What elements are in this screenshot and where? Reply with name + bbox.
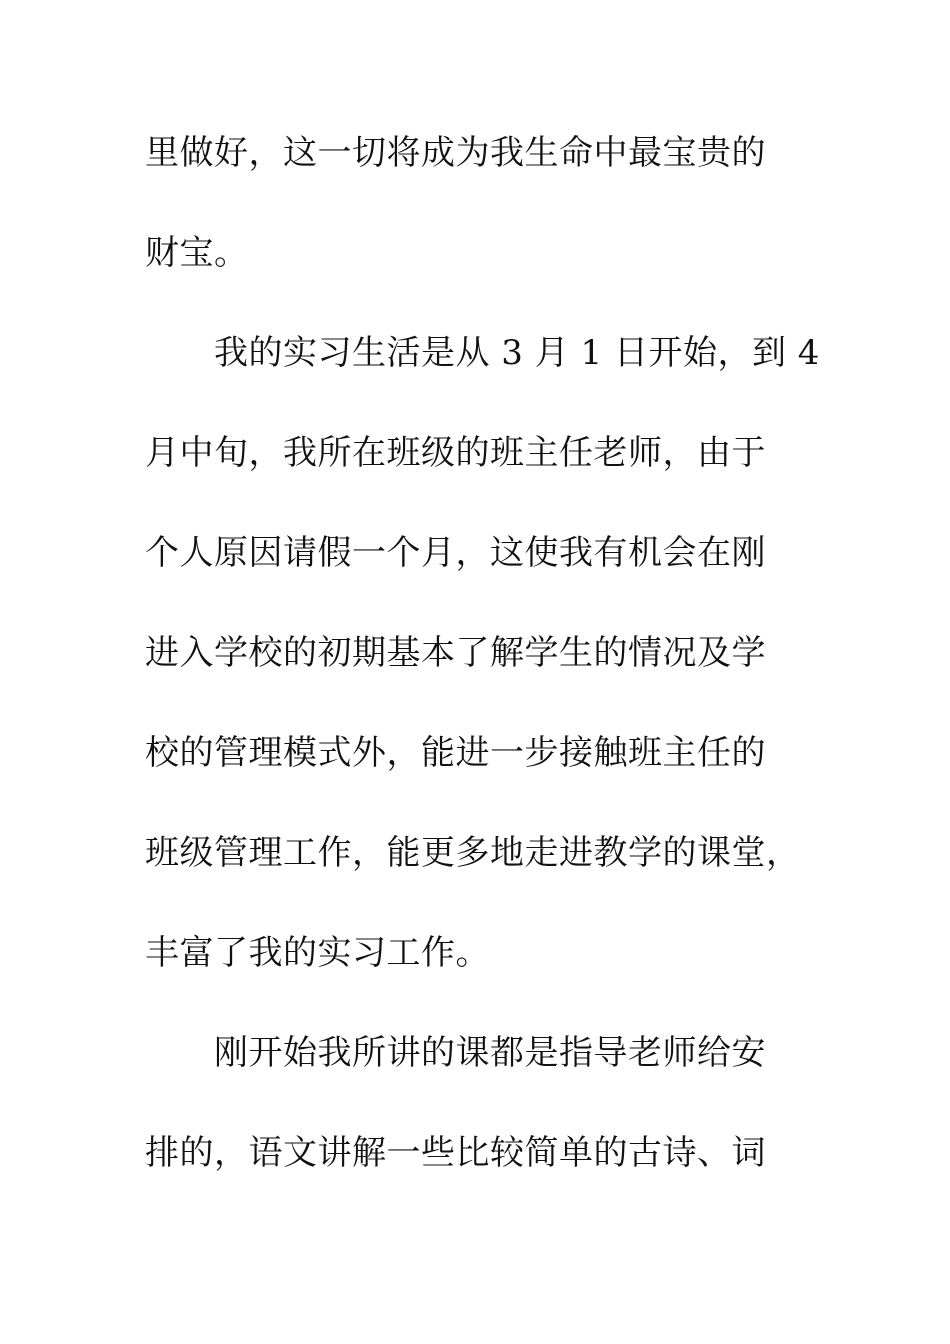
text-line: 班级管理工作，能更多地走进教学的课堂，	[145, 833, 801, 873]
text-line: 财宝。	[145, 233, 249, 273]
paragraph-start-line: 我的实习生活是从 3 月 1 日开始，到 4	[214, 333, 820, 373]
text-line: 月中旬，我所在班级的班主任老师，由于	[145, 433, 766, 473]
text-line: 进入学校的初期基本了解学生的情况及学	[145, 633, 766, 673]
text-line: 丰富了我的实习工作。	[145, 933, 490, 973]
text-line: 个人原因请假一个月，这使我有机会在刚	[145, 533, 766, 573]
text-line: 校的管理模式外，能进一步接触班主任的	[145, 733, 766, 773]
text-line: 排的，语文讲解一些比较简单的古诗、词	[145, 1133, 766, 1173]
text-line: 里做好，这一切将成为我生命中最宝贵的	[145, 133, 766, 173]
paragraph-start-line: 刚开始我所讲的课都是指导老师给安	[214, 1033, 766, 1073]
